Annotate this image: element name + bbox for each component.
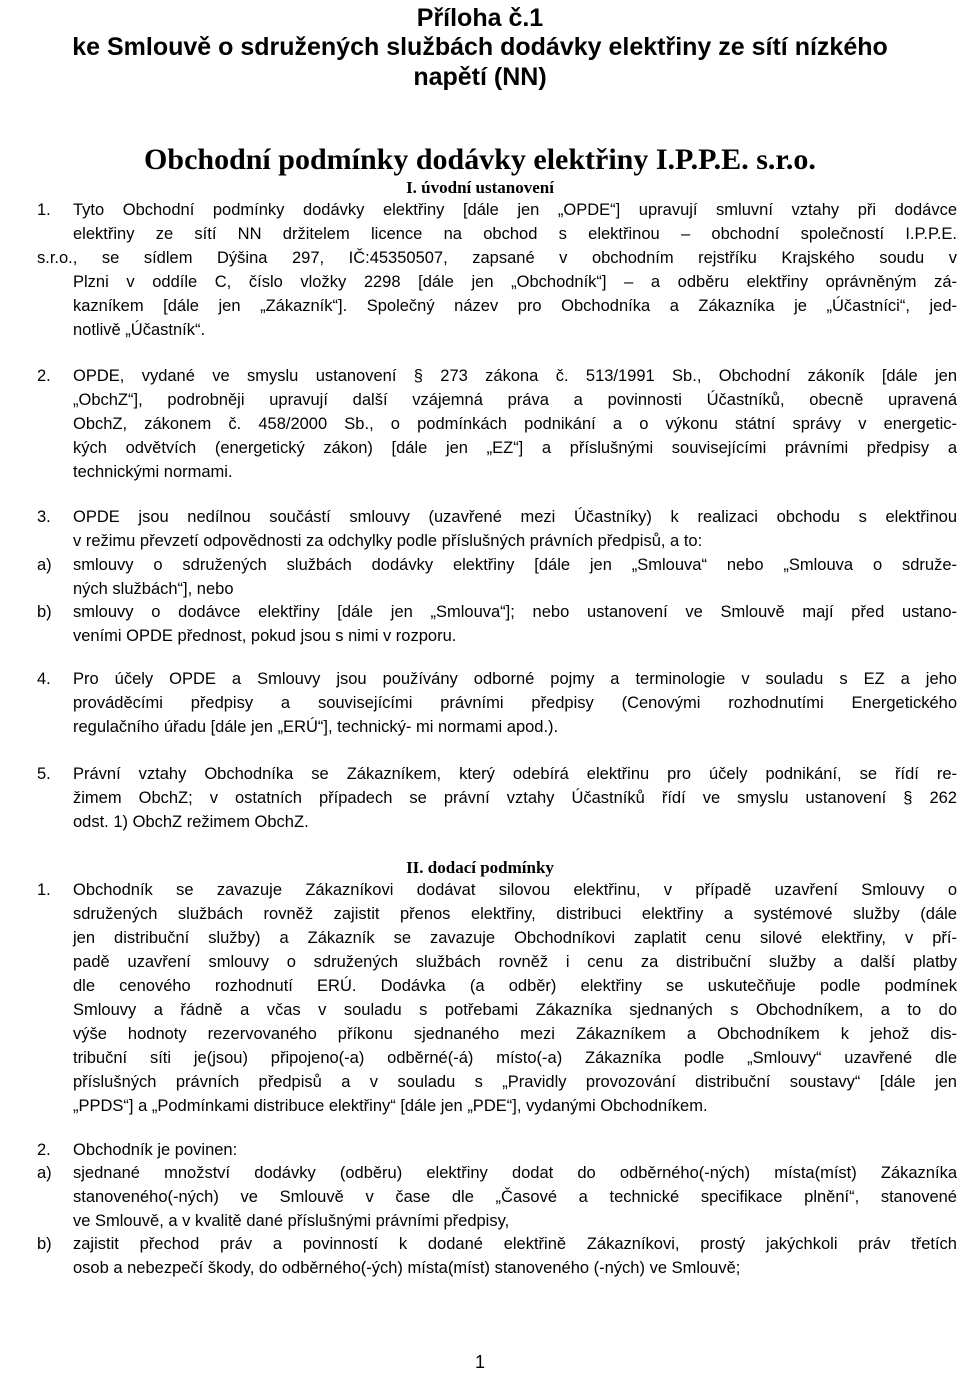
section-1-item-1-tail (73, 270, 957, 342)
item-number: 2. (37, 367, 51, 385)
paragraph-line: stanoveného(-ných) ve Smlouvě v čase dle „Časové a technické specifikace plnění“, stanovené (73, 1188, 957, 1206)
section-1-item-1-continued (37, 246, 957, 270)
paragraph-line: OPDE, vydané ve smyslu ustanovení § 273 zákona č. 513/1991 Sb., Obchodní zákoník [dále jen (73, 367, 957, 385)
paragraph-line: Tyto Obchodní podmínky dodávky elektřiny [dále jen „OPDE“] upravují smluvní vztahy při dodávce (73, 201, 957, 219)
paragraph-line: smlouvy o sdružených službách dodávky elektřiny [dále jen „Smlouva“ nebo „Smlouva o sdruže- (73, 556, 957, 574)
section-1-heading: I. úvodní ustanovení (406, 178, 554, 197)
paragraph-line: Smlouvy a řádně a včas v souladu s potřebami Zákazníka sjednaných s Obchodníkem, a to do (73, 1001, 957, 1019)
item-number: 5. (37, 765, 51, 783)
section-1-item-2 (73, 364, 957, 484)
paragraph-line: osob a nebezpečí škody, do odběrného(-ých) místa(míst) stanoveného (-ných) ve Smlouvě; (73, 1259, 741, 1277)
contract-subtitle-line-1: ke Smlouvě o sdružených službách dodávky elektřiny ze sítí nízkého (72, 33, 888, 61)
item-number: 1. (37, 201, 51, 219)
paragraph-line: sjednané množství dodávky (odběru) elektřiny dodat do odběrného(-ných) místa(míst) Zákazníka (73, 1164, 957, 1182)
paragraph-line: jen distribuční služby) a Zákazník se zavazuje Obchodníkovi zaplatit cenu silové elektřiny, v pří- (73, 929, 957, 947)
item-number: 2. (37, 1141, 51, 1159)
paragraph-line: technickými normami. (73, 463, 233, 481)
paragraph-line: elektřiny ze sítí NN držitelem licence na obchod s elektřinou – obchodní společností I.P.P.E. (73, 225, 957, 243)
paragraph-line: ObchZ, zákonem č. 458/2000 Sb., o podmínkách podnikání a o výkonu státní správy v energetic- (73, 415, 957, 433)
contract-subtitle-line-2: napětí (NN) (413, 63, 547, 91)
paragraph-line: padě uzavření smlouvy o sdružených službách rovněž i cenu za distribuční služby a další platby (73, 953, 957, 971)
paragraph-line: v režimu převzetí odpovědnosti za odchylky podle příslušných právních předpisů, a to: (73, 532, 703, 550)
subitem-label: a) (37, 556, 52, 574)
paragraph-line: odst. 1) ObchZ režimem ObchZ. (73, 813, 309, 831)
section-1-item-3-a (73, 553, 957, 601)
paragraph-line: Pro účely OPDE a Smlouvy jsou používány odborné pojmy a terminologie v souladu s EZ a jeho (73, 670, 957, 688)
paragraph-line: Obchodník je povinen: (73, 1141, 238, 1159)
paragraph-line: regulačního úřadu [dále jen „ERÚ“], technický- mi normami apod.). (73, 718, 559, 736)
paragraph-line: zajistit přechod práv a povinností k dodané elektřině Zákazníkovi, prostý jakýchkoli práv třetích (73, 1235, 957, 1253)
section-1-item-4 (73, 667, 957, 739)
section-2-item-1 (73, 878, 957, 1118)
appendix-title: Příloha č.1 (416, 4, 544, 32)
paragraph-line: Obchodník se zavazuje Zákazníkovi dodávat silovou elektřinu, v případě uzavření Smlouvy o (73, 881, 957, 899)
paragraph-line: kazníkem [dále jen „Zákazník“]. Společný název pro Obchodníka a Zákazníka je „Účastníci“, jed- (73, 297, 957, 315)
paragraph-line: kých odvětvích (energetický zákon) [dále jen „EZ“] a příslušnými souvisejícími právními předpisy a (73, 439, 957, 457)
paragraph-line: prováděcími předpisy a souvisejícími právními předpisy (Cenovými rozhodnutími Energetického (73, 694, 957, 712)
subitem-label: b) (37, 603, 52, 621)
paragraph-line: OPDE jsou nedílnou součástí smlouvy (uzavřené mezi Účastníky) k realizaci obchodu s elektřinou (73, 508, 957, 526)
paragraph-line: s.r.o., se sídlem Dýšina 297, IČ:45350507, zapsané v obchodním rejstříku Krajského soudu v (37, 249, 957, 267)
subitem-label: a) (37, 1164, 52, 1182)
paragraph-line: ve Smlouvě, a v kvalitě dané příslušnými právními předpisy, (73, 1212, 510, 1230)
section-1-item-5 (73, 762, 957, 834)
paragraph-line: výše hodnoty rezervovaného příkonu sjednaného mezi Zákazníkem a Obchodníkem k jehož dis- (73, 1025, 957, 1043)
paragraph-line: smlouvy o dodávce elektřiny [dále jen „Smlouva“]; nebo ustanovení ve Smlouvě mají před ustano- (73, 603, 957, 621)
paragraph-line: žimem ObchZ; v ostatních případech se právní vztahy Účastníků řídí ve smyslu ustanovení § 262 (73, 789, 957, 807)
paragraph-line: notlivě „Účastník“. (73, 321, 206, 339)
document-title: Obchodní podmínky dodávky elektřiny I.P.P.E. s.r.o. (144, 143, 816, 176)
section-2-item-2-b (73, 1232, 957, 1280)
item-number: 3. (37, 508, 51, 526)
paragraph-line: Právní vztahy Obchodníka se Zákazníkem, který odebírá elektřinu pro účely podnikání, se řídí re- (73, 765, 957, 783)
paragraph-line: sdružených službách rovněž zajistit přenos elektřiny, distribuci elektřiny a systémové služby (dále (73, 905, 957, 923)
paragraph-line: „PPDS“] a „Podmínkami distribuce elektřiny“ [dále jen „PDE“], vydanými Obchodníkem. (73, 1097, 708, 1115)
item-number: 4. (37, 670, 51, 688)
section-1-item-3 (73, 505, 957, 553)
paragraph-line: veními OPDE přednost, pokud jsou s nimi v rozporu. (73, 627, 457, 645)
page-number: 1 (474, 1352, 485, 1372)
section-1-item-3-b (73, 600, 957, 648)
section-2-item-2-a (73, 1161, 957, 1233)
section-2-heading: II. dodací podmínky (406, 858, 554, 877)
item-number: 1. (37, 881, 51, 899)
section-2-item-2 (73, 1138, 957, 1162)
subitem-label: b) (37, 1235, 52, 1253)
paragraph-line: Plzni v oddíle C, číslo vložky 2298 [dále jen „Obchodník“] – a odběru elektřiny oprávněným zá- (73, 273, 957, 291)
section-1-item-1 (73, 198, 957, 246)
paragraph-line: příslušných právních předpisů a v souladu s „Pravidly provozování distribuční soustavy“ [dále jen (73, 1073, 957, 1091)
paragraph-line: ných službách“], nebo (73, 580, 234, 598)
paragraph-line: dle cenového rozhodnutí ERÚ. Dodávka (a odběr) elektřiny se uskutečňuje podle podmínek (73, 977, 957, 995)
paragraph-line: „ObchZ“], podrobněji upravují další vzájemná práva a povinnosti Účastníků, obecně upravená (73, 391, 957, 409)
paragraph-line: tribuční síti je(jsou) připojeno(-a) odběrné(-á) místo(-a) Zákazníka podle „Smlouvy“ uzavřené dle (73, 1049, 957, 1067)
